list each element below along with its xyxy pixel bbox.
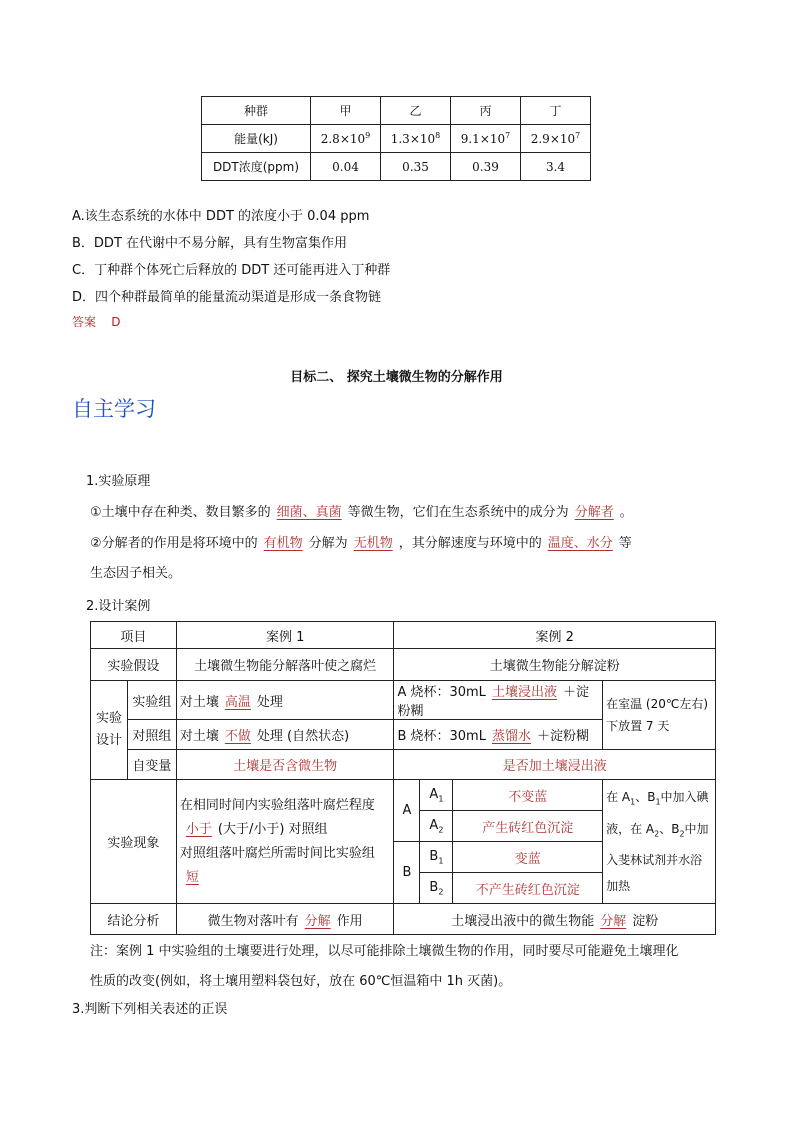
fill-blank: 小于: [185, 821, 212, 837]
header-cell: 乙: [381, 97, 451, 125]
table-cell: $1.3\times 10^8$: [381, 125, 451, 153]
note-line-2: 性质的改变(例如，将土壤用塑料袋包好，放在 60℃恒温箱中 1h 灭菌)。: [90, 974, 512, 989]
table-row: [91, 681, 716, 720]
table-cell: 对土壤 高温 处理: [176, 681, 394, 720]
header-cell: 案例 1: [176, 622, 394, 649]
fill-blank: 短: [185, 869, 199, 885]
row-label: 能量(kJ): [202, 125, 311, 153]
table-row: [91, 780, 716, 811]
table-cell: 0.39: [451, 153, 521, 181]
table-row: [202, 153, 591, 181]
table-row: [202, 97, 591, 125]
ddt-table: [201, 96, 591, 181]
section-title: 目标二、 探究土壤微生物的分解作用: [290, 370, 503, 385]
row-label: $B_2$: [420, 873, 453, 904]
table-cell: A 烧杯：30mL 土壤浸出液 ＋淀粉糊: [394, 681, 603, 720]
principle-p2-cont: 生态因子相关。: [90, 566, 182, 581]
table-row: [91, 750, 716, 780]
table-cell: 微生物对落叶有 分解 作用: [176, 904, 394, 935]
fill-blank: 分解者: [574, 505, 614, 520]
principle-p1: ①土壤中存在种类、数目繁多的 细菌、真菌 等微生物，它们在生态系统中的成分为 分解者 。: [90, 505, 633, 520]
table-cell: 不变蓝: [453, 780, 603, 811]
row-label: 实验设计: [91, 681, 128, 780]
table-cell: 土壤浸出液中的微生物能 分解 淀粉: [394, 904, 716, 935]
table-cell: 土壤是否含微生物: [176, 750, 394, 780]
fill-blank: 无机物: [353, 536, 393, 551]
option-b: B．DDT 在代谢中不易分解，具有生物富集作用: [72, 236, 348, 251]
table-row: [91, 622, 716, 649]
table-cell: 对土壤 不做 处理 (自然状态): [176, 720, 394, 750]
header-cell: 丁: [521, 97, 591, 125]
table-cell: 0.35: [381, 153, 451, 181]
table-cell: 是否加土壤浸出液: [394, 750, 716, 780]
row-label: $A_1$: [420, 780, 453, 811]
judge-title: 3.判断下列相关表述的正误: [72, 1002, 228, 1017]
fill-blank: 分解: [600, 913, 627, 929]
principle-title: 1.实验原理: [86, 474, 151, 489]
answer-line: [72, 313, 121, 330]
table-cell: B 烧杯：30mL 蒸馏水 ＋淀粉糊: [394, 720, 603, 750]
table-cell: 0.04: [311, 153, 381, 181]
fill-blank: 分解: [304, 913, 331, 929]
option-a: A.该生态系统的水体中 DDT 的浓度小于 0.04 ppm: [72, 209, 370, 224]
table-row: [91, 649, 716, 681]
header-cell: 甲: [311, 97, 381, 125]
row-label: A: [394, 780, 420, 842]
principle-p2: ②分解者的作用是将环境中的 有机物 分解为 无机物 ，其分解速度与环境中的 温度、水分 等: [90, 536, 632, 551]
row-label: 实验组: [127, 681, 176, 720]
table-cell: 在相同时间内实验组落叶腐烂程度 小于 (大于/小于) 对照组 对照组落叶腐烂所需时间比实验组 短: [176, 780, 394, 904]
answer-label: 答案: [72, 315, 97, 329]
table-cell: 3.4: [521, 153, 591, 181]
row-label: $A_2$: [420, 811, 453, 842]
row-label: 自变量: [127, 750, 176, 780]
row-label: DDT浓度(ppm): [202, 153, 311, 181]
note-line-1: 注：案例 1 中实验组的土壤要进行处理，以尽可能排除土壤微生物的作用，同时要尽可能避免土壤理化: [90, 944, 679, 959]
answer-value: D: [111, 315, 121, 329]
table-cell: $2.8\times 10^9$: [311, 125, 381, 153]
fill-blank: 蒸馏水: [491, 729, 531, 744]
option-d: D．四个种群最简单的能量流动渠道是形成一条食物链: [72, 290, 382, 305]
header-cell: 种群: [202, 97, 311, 125]
self-study-heading: 自主学习: [72, 397, 156, 421]
table-cell: $2.9\times 10^7$: [521, 125, 591, 153]
fill-blank: 高温: [224, 694, 251, 710]
row-label: $B_1$: [420, 842, 453, 873]
header-cell: 丙: [451, 97, 521, 125]
table-row: [91, 904, 716, 935]
table-cell: $9.1\times 10^7$: [451, 125, 521, 153]
table-cell: 土壤微生物能分解落叶使之腐烂: [176, 649, 394, 681]
row-label: B: [394, 842, 420, 904]
option-c: C．丁种群个体死亡后释放的 DDT 还可能再进入丁种群: [72, 263, 391, 278]
row-label: 对照组: [127, 720, 176, 750]
header-cell: 项目: [91, 622, 177, 649]
design-title: 2.设计案例: [86, 599, 151, 614]
fill-blank: 温度、水分: [547, 536, 613, 551]
case-table: [90, 621, 716, 935]
fill-blank: 有机物: [263, 536, 303, 551]
table-row: [202, 125, 591, 153]
fill-blank: 细菌、真菌: [276, 505, 342, 520]
fill-blank: 不做: [224, 729, 251, 744]
row-label: 实验现象: [91, 780, 177, 904]
header-cell: 案例 2: [394, 622, 716, 649]
fill-blank: 土壤浸出液: [491, 685, 557, 700]
table-cell: 土壤微生物能分解淀粉: [394, 649, 716, 681]
row-label: 结论分析: [91, 904, 177, 935]
table-cell: 不产生砖红色沉淀: [453, 873, 603, 904]
table-cell: 产生砖红色沉淀: [453, 811, 603, 842]
row-label: 实验假设: [91, 649, 177, 681]
reagent-note: 在 $A_1$、$B_1$中加入碘液，在 $A_2$、$B_2$中加入斐林试剂并水浴加热: [603, 780, 716, 904]
room-temperature-note: 在室温 (20℃左右) 下放置 7 天: [603, 681, 716, 750]
table-cell: 变蓝: [453, 842, 603, 873]
